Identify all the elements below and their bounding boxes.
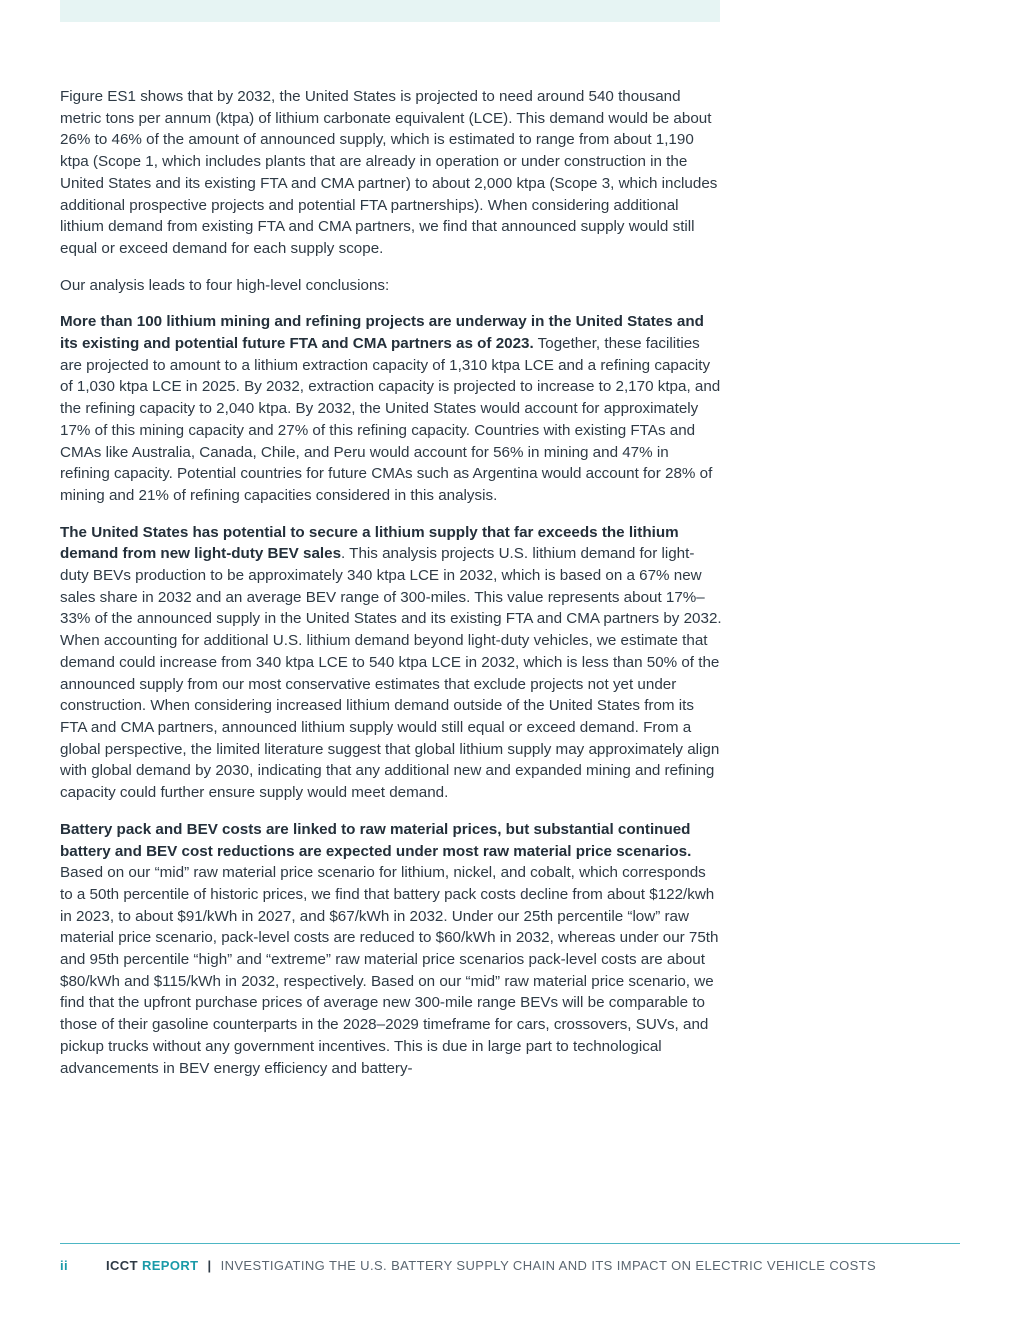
conclusion-3-text: Based on our “mid” raw material price scenario for lithium, nickel, and cobalt, which corresponds to a 50th percentile of historic prices, we find that battery pack costs decline from about $122/kwh in 2023, to about $91/kWh in 2027, and $67/kWh in 2032. Under our 25th percentile “low” raw material price scenario, pack-level costs are reduced to $60/kWh in 2032, whereas under our 75th and 95th percentile “high” and “extreme” raw material price scenarios pack-level costs are about $80/kWh and $115/kWh in 2032, respectively. Based on our “mid” raw material price scenario, we find that the upfront purchase prices of average new 300-mile range BEVs will be comparable to those of their gasoline counterparts in the 2028–2029 timeframe for cars, crossovers, SUVs, and pickup trucks without any government incentives. This is due in large part to technological advancements in BEV energy efficiency and battery- bbox=[60, 864, 719, 1077]
footer-separator: | bbox=[207, 1258, 212, 1273]
paragraph-conclusions-intro: Our analysis leads to four high-level conclusions: bbox=[60, 276, 390, 294]
page-footer bbox=[60, 1258, 960, 1273]
conclusion-1-heading: More than 100 lithium mining and refining projects are underway in the United States and its existing and potential future FTA and CMA partners as of 2023. bbox=[60, 313, 704, 353]
conclusion-2-text: . This analysis projects U.S. lithium demand for light-duty BEVs production to be approximately 340 ktpa LCE in 2032, which is based on a 67% new sales share in 2032 and an average BEV range of 300-miles. This value represents about 17%–33% of the announced supply in the United States and its existing FTA and CMA partners by 2032. When accounting for additional U.S. lithium demand beyond light-duty vehicles, we estimate that demand could increase from 340 ktpa LCE to 540 ktpa LCE in 2032, which is less than 50% of the announced supply from our most conservative estimates that exclude projects not yet under construction. When considering increased lithium demand outside of the United States from its FTA and CMA partners, announced lithium supply would still equal or exceed demand. From a global perspective, the limited literature suggest that global lithium supply may approximately align with global demand by 2030, indicating that any additional new and expanded mining and refining capacity could further ensure supply would meet demand. bbox=[60, 545, 722, 802]
footer-doc-type: REPORT bbox=[141, 1258, 199, 1273]
footer-rule bbox=[60, 1243, 960, 1244]
footer-org: ICCT bbox=[106, 1258, 138, 1273]
conclusion-2-heading: The United States has potential to secure a lithium supply that far exceeds the lithium demand from new light-duty BEV sales bbox=[60, 523, 679, 563]
page-number: ii bbox=[60, 1258, 69, 1273]
footer-report-title: INVESTIGATING THE U.S. BATTERY SUPPLY CHAIN AND ITS IMPACT ON ELECTRIC VEHICLE COSTS bbox=[220, 1258, 877, 1273]
conclusion-1-text: Together, these facilities are projected to amount to a lithium extraction capacity of 1,310 ktpa LCE and a refining capacity of 1,030 ktpa LCE in 2025. By 2032, extraction capacity is projected to increase to 2,170 ktpa, and the refining capacity to 2,040 ktpa. By 2032, the United States would account for approximately 17% of this mining capacity and 27% of this refining capacity. Countries with existing FTAs and CMAs like Australia, Canada, Chile, and Peru would account for 56% in mining and 47% in refining capacity. Potential countries for future CMAs such as Argentina would account for 28% of mining and 21% of refining capacities considered in this analysis. bbox=[60, 335, 721, 504]
top-callout-band bbox=[60, 0, 720, 22]
paragraph-figure-es1: Figure ES1 shows that by 2032, the United States is projected to need around 540 thousand metric tons per annum (ktpa) of lithium carbonate equivalent (LCE). This demand would be about 26% to 46% of the amount of announced supply, which is estimated to range from about 1,190 ktpa (Scope 1, which includes plants that are already in operation or under construction in the United States and its existing FTA and CMA partner) to about 2,000 ktpa (Scope 3, which includes additional prospective projects and potential FTA partnerships). When considering additional lithium demand from existing FTA and CMA partners, we find that announced supply would still equal or exceed demand for each supply scope. bbox=[60, 88, 718, 257]
paragraph-conclusion-1 bbox=[60, 311, 722, 506]
paragraph-conclusion-3 bbox=[60, 819, 722, 1079]
conclusion-3-heading: Battery pack and BEV costs are linked to raw material prices, but substantial continued battery and BEV cost reductions are expected under most raw material price scenarios. bbox=[60, 820, 692, 860]
paragraph-conclusion-2 bbox=[60, 522, 722, 804]
body-text bbox=[60, 86, 722, 1094]
